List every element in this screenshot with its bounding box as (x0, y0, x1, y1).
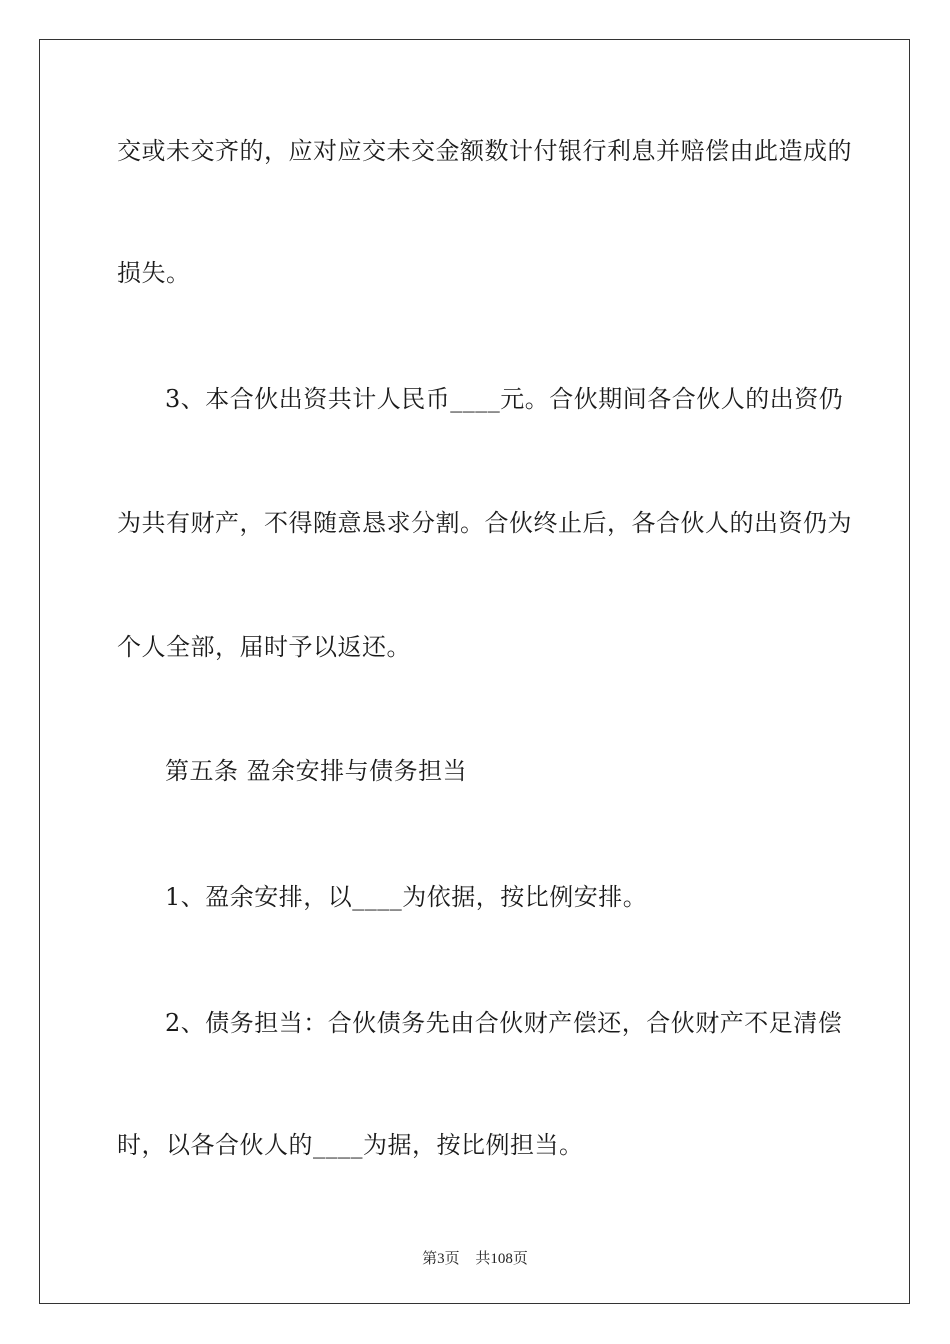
body-line-7: 2、债务担当：合伙债务先由合伙财产偿还，合伙财产不足清偿 (165, 1009, 843, 1037)
body-line-6: 1、盈余安排，以____为依据，按比例安排。 (165, 883, 648, 911)
body-line-1: 交或未交齐的，应对应交未交金额数计付银行利息并赔偿由此造成的 (117, 137, 852, 165)
body-line-8: 时，以各合伙人的____为据，按比例担当。 (117, 1131, 584, 1159)
body-line-4: 为共有财产，不得随意恳求分割。合伙终止后，各合伙人的出资仍为 (117, 509, 852, 537)
page-footer (0, 1247, 950, 1268)
page-number: 第3页 (422, 1251, 460, 1267)
body-line-2: 损失。 (117, 259, 191, 287)
section-heading: 第五条 盈余安排与债务担当 (165, 757, 468, 785)
body-line-3: 3、本合伙出资共计人民币____元。合伙期间各合伙人的出资仍 (165, 385, 844, 413)
page-total: 共108页 (475, 1251, 528, 1267)
body-line-5: 个人全部，届时予以返还。 (117, 633, 411, 661)
page-frame (39, 39, 910, 1304)
